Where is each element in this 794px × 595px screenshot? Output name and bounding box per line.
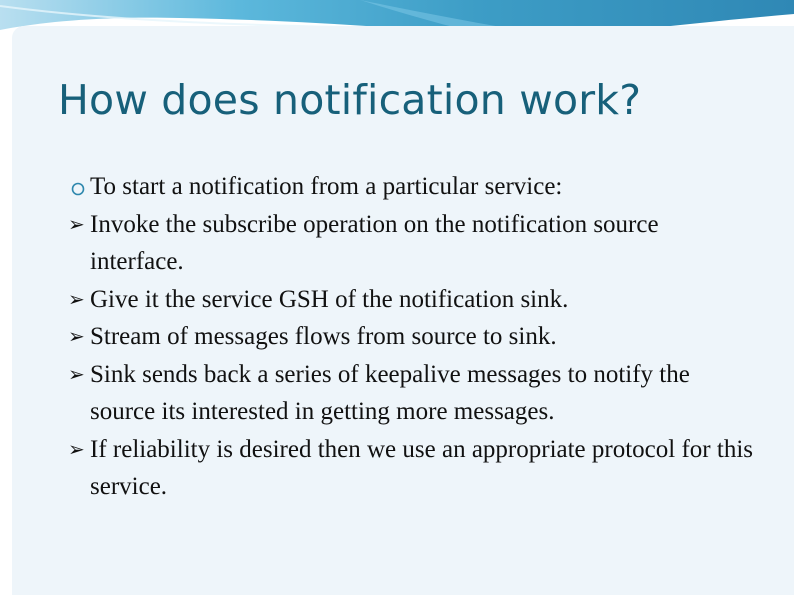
slide-body: [68, 168, 758, 506]
list-item: [68, 431, 758, 506]
bullet-list: [68, 206, 758, 506]
list-item-text: Give it the service GSH of the notification sink.: [90, 285, 569, 313]
list-item-text: Sink sends back a series of keepalive messages to notify the source its interested in getting more messages.: [90, 360, 690, 425]
arrowhead-bullet-icon: ➢: [68, 361, 85, 386]
list-item-text: Stream of messages flows from source to sink.: [90, 323, 557, 350]
intro-text: To start a notification from a particular service:: [90, 173, 563, 200]
arrowhead-bullet-icon: ➢: [68, 211, 85, 236]
list-item: [68, 281, 758, 319]
arrowhead-bullet-icon: ➢: [68, 324, 85, 348]
list-item: [68, 206, 758, 281]
list-item: [68, 318, 758, 356]
arrowhead-bullet-icon: ➢: [68, 286, 85, 311]
list-item: [68, 356, 758, 431]
arrowhead-bullet-icon: ➢: [68, 436, 85, 461]
slide-title: How does notification work?: [58, 76, 642, 124]
list-item-text: If reliability is desired then we use an appropriate protocol for this service.: [90, 435, 753, 500]
intro-line: [68, 168, 758, 206]
open-circle-bullet-icon: [71, 182, 85, 196]
list-item-text: Invoke the subscribe operation on the notification source interface.: [90, 210, 659, 275]
